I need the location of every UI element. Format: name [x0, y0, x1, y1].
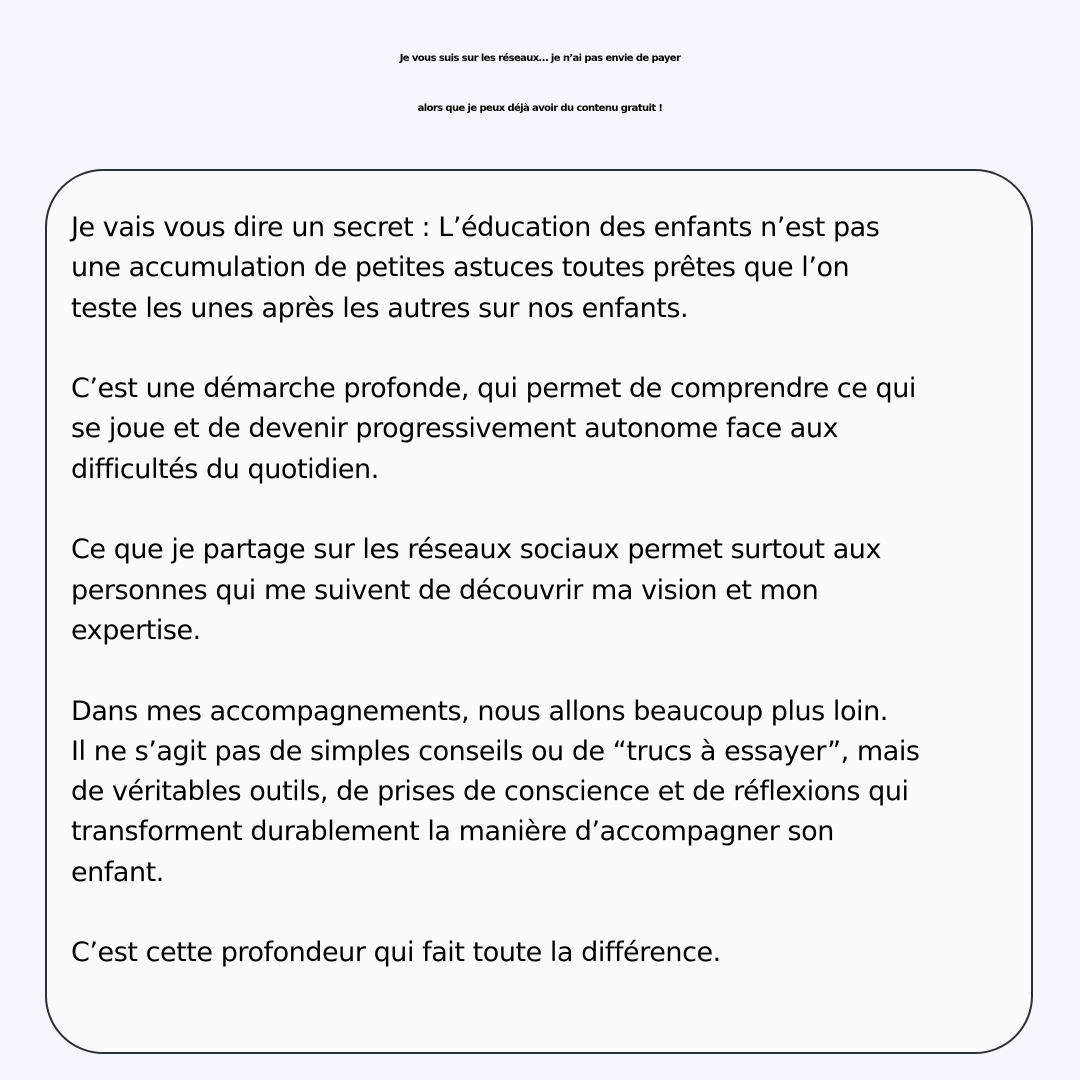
headline-line-1: Je vous suis sur les réseaux… je n’ai pas envie de payer: [399, 53, 681, 64]
paragraph-line: transforment durablement la manière d’accompagner son: [71, 816, 834, 848]
paragraph-line: expertise.: [71, 614, 201, 646]
paragraph-line: se joue et de devenir progressivement autonome face aux: [71, 413, 839, 445]
paragraph-line: Ce que je partage sur les réseaux sociaux permet surtout aux: [71, 534, 881, 566]
paragraph-line: difficultés du quotidien.: [71, 453, 379, 485]
paragraph-line: de véritables outils, de prises de conscience et de réflexions qui: [71, 776, 909, 808]
paragraph-line: C’est cette profondeur qui fait toute la différence.: [71, 937, 721, 969]
paragraph-line: Dans mes accompagnements, nous allons beaucoup plus loin.: [71, 695, 888, 727]
paragraph-accompagnements: [71, 692, 1021, 893]
headline-line-2: alors que je peux déjà avoir du contenu gratuit !: [417, 103, 663, 114]
paragraph-demarche: [71, 369, 1021, 490]
paragraph-profondeur: [71, 933, 1021, 973]
paragraph-line: Je vais vous dire un secret : L’éducation des enfants n’est pas: [71, 212, 880, 243]
paragraph-line: enfant.: [71, 856, 164, 888]
paragraph-line: une accumulation de petites astuces toutes prêtes que l’on: [71, 252, 850, 284]
paragraph-reseaux: [71, 530, 1021, 651]
headline: [0, 34, 1080, 134]
paragraph-line: teste les unes après les autres sur nos enfants.: [71, 292, 689, 324]
text-card: [45, 169, 1033, 1054]
paragraph-line: C’est une démarche profonde, qui permet de comprendre ce qui: [71, 373, 916, 405]
paragraph-line: personnes qui me suivent de découvrir ma vision et mon: [71, 574, 819, 606]
paragraph-line: Il ne s’agit pas de simples conseils ou de “trucs à essayer”, mais: [71, 735, 920, 767]
paragraph-secret: [71, 208, 1021, 329]
card-body: [71, 208, 1021, 974]
